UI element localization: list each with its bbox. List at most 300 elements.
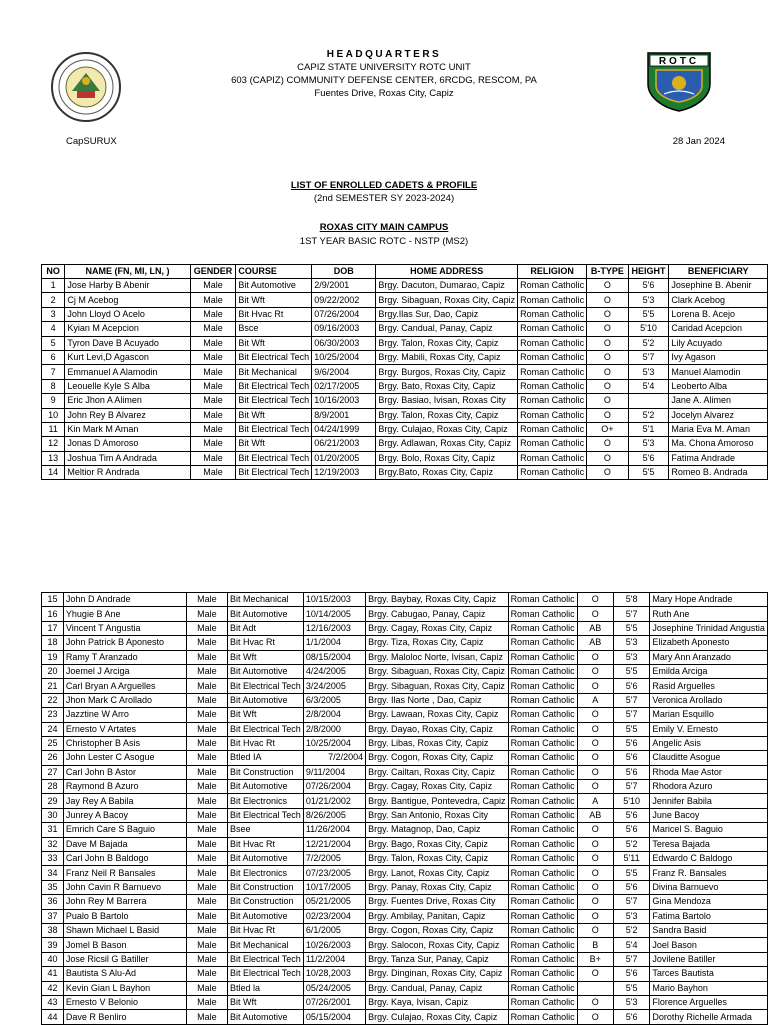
cell-btype: O bbox=[587, 394, 629, 408]
cell-dob: 10/15/2003 bbox=[303, 593, 365, 607]
col-name: NAME (FN, MI, LN, ) bbox=[65, 265, 190, 279]
table-row bbox=[42, 293, 768, 307]
cell-address: Brgy. Culajao, Roxas City, Capiz bbox=[366, 1010, 508, 1024]
cell-gender: Male bbox=[190, 408, 236, 422]
cell-gender: Male bbox=[190, 293, 236, 307]
cell-religion: Roman Catholic bbox=[508, 780, 577, 794]
table-row bbox=[42, 664, 768, 678]
table-row bbox=[42, 322, 768, 336]
cell-no: 25 bbox=[42, 736, 64, 750]
cell-course: Bit Automotive bbox=[236, 279, 312, 293]
cell-name: Kyian M Acepcion bbox=[65, 322, 190, 336]
cell-course: Bit Electrical Tech bbox=[236, 451, 312, 465]
col-gender: GENDER bbox=[190, 265, 236, 279]
cell-address: Brgy. Candual, Panay, Capiz bbox=[376, 322, 518, 336]
cell-dob: 05/21/2005 bbox=[303, 895, 365, 909]
cell-religion: Roman Catholic bbox=[508, 722, 577, 736]
cell-height: 5'3 bbox=[628, 437, 669, 451]
cell-beneficiary: Manuel Alamodin bbox=[669, 365, 768, 379]
cell-height: 5'6 bbox=[613, 808, 650, 822]
cell-beneficiary: Dorothy Richelle Armada bbox=[650, 1010, 768, 1024]
table-row bbox=[42, 708, 768, 722]
cell-btype: O bbox=[587, 322, 629, 336]
cell-religion: Roman Catholic bbox=[508, 693, 577, 707]
cell-dob: 12/21/2004 bbox=[303, 837, 365, 851]
cell-name: Christopher B Asis bbox=[63, 736, 186, 750]
cell-religion: Roman Catholic bbox=[508, 852, 577, 866]
cell-no: 37 bbox=[42, 909, 64, 923]
cell-course: Bit Electrical Tech bbox=[227, 952, 303, 966]
cell-course: Bit Wft bbox=[227, 995, 303, 1009]
cell-beneficiary: Joel Bason bbox=[650, 938, 768, 952]
cell-religion: Roman Catholic bbox=[508, 679, 577, 693]
cell-no: 27 bbox=[42, 765, 64, 779]
table-row bbox=[42, 808, 768, 822]
cell-beneficiary: Lorena B. Acejo bbox=[669, 307, 768, 321]
cell-no: 23 bbox=[42, 708, 64, 722]
cell-no: 10 bbox=[42, 408, 65, 422]
cell-religion: Roman Catholic bbox=[508, 621, 577, 635]
cell-dob: 05/24/2005 bbox=[303, 981, 365, 995]
cell-address: Brgy. Adlawan, Roxas City, Capiz bbox=[376, 437, 518, 451]
cell-address: Brgy. Talon, Roxas City, Capiz bbox=[366, 852, 508, 866]
cell-no: 4 bbox=[42, 322, 65, 336]
cell-height: 5'6 bbox=[613, 1010, 650, 1024]
cell-course: Bit Automotive bbox=[227, 607, 303, 621]
cell-course: Bit Wft bbox=[236, 437, 312, 451]
cell-religion: Roman Catholic bbox=[518, 408, 587, 422]
table-row bbox=[42, 679, 768, 693]
header-unit: CAPIZ STATE UNIVERSITY ROTC UNIT bbox=[297, 62, 471, 73]
cell-religion: Roman Catholic bbox=[518, 307, 587, 321]
cell-course: Bsce bbox=[236, 322, 312, 336]
cell-gender: Male bbox=[186, 621, 227, 635]
cell-course: Bit Wft bbox=[236, 336, 312, 350]
cell-dob: 06/30/2003 bbox=[312, 336, 376, 350]
cell-gender: Male bbox=[186, 736, 227, 750]
cell-height: 5'10 bbox=[628, 322, 669, 336]
cell-btype: O bbox=[577, 650, 613, 664]
cell-beneficiary: Rhoda Mae Astor bbox=[650, 765, 768, 779]
cell-btype: O bbox=[577, 909, 613, 923]
cell-course: Bit Automotive bbox=[227, 1010, 303, 1024]
program-label: 1ST YEAR BASIC ROTC - NSTP (MS2) bbox=[299, 236, 469, 247]
cell-btype: O bbox=[587, 379, 629, 393]
cell-no: 17 bbox=[42, 621, 64, 635]
col-address: HOME ADDRESS bbox=[376, 265, 518, 279]
cell-gender: Male bbox=[186, 981, 227, 995]
cell-beneficiary: Tarces Bautista bbox=[650, 967, 768, 981]
cell-name: Jonas D Amoroso bbox=[65, 437, 190, 451]
cell-dob: 01/21/2002 bbox=[303, 794, 365, 808]
cell-no: 26 bbox=[42, 751, 64, 765]
cell-address: Brgy.Bato, Roxas City, Capiz bbox=[376, 466, 518, 480]
cell-btype: O bbox=[587, 408, 629, 422]
cell-gender: Male bbox=[186, 837, 227, 851]
cell-height: 5'6 bbox=[628, 451, 669, 465]
cell-btype: O bbox=[577, 895, 613, 909]
cell-name: Shawn Michael L Basid bbox=[63, 923, 186, 937]
cell-height: 5'3 bbox=[613, 995, 650, 1009]
header-title: HEADQUARTERS bbox=[326, 49, 442, 60]
cell-beneficiary: Ruth Ane bbox=[650, 607, 768, 621]
cell-dob: 09/22/2002 bbox=[312, 293, 376, 307]
cell-dob: 10/28,2003 bbox=[303, 967, 365, 981]
cell-btype: AB bbox=[577, 808, 613, 822]
cell-dob: 1/1/2004 bbox=[303, 636, 365, 650]
cell-btype: O bbox=[587, 451, 629, 465]
cell-religion: Roman Catholic bbox=[508, 636, 577, 650]
table-row bbox=[42, 880, 768, 894]
cell-dob: 7/2/2005 bbox=[303, 852, 365, 866]
cell-course: Bsee bbox=[227, 823, 303, 837]
cell-no: 19 bbox=[42, 650, 64, 664]
cell-dob: 10/25/2004 bbox=[303, 736, 365, 750]
cell-course: Bit Wft bbox=[236, 293, 312, 307]
cell-no: 43 bbox=[42, 995, 64, 1009]
table-row bbox=[42, 938, 768, 952]
cell-religion: Roman Catholic bbox=[508, 751, 577, 765]
cell-no: 12 bbox=[42, 437, 65, 451]
cell-course: Bit Electrical Tech bbox=[227, 967, 303, 981]
table-row bbox=[42, 794, 768, 808]
cell-religion: Roman Catholic bbox=[508, 794, 577, 808]
cell-course: Bit Electrical Tech bbox=[236, 422, 312, 436]
cell-dob: 10/26/2003 bbox=[303, 938, 365, 952]
cell-gender: Male bbox=[190, 307, 236, 321]
table-row bbox=[42, 837, 768, 851]
cell-height: 5'5 bbox=[628, 466, 669, 480]
cell-height: 5'7 bbox=[613, 708, 650, 722]
cell-no: 33 bbox=[42, 852, 64, 866]
cell-no: 14 bbox=[42, 466, 65, 480]
cell-height: 5'6 bbox=[613, 751, 650, 765]
cell-btype: O bbox=[587, 279, 629, 293]
cell-name: Bautista S Alu-Ad bbox=[63, 967, 186, 981]
table-row bbox=[42, 1010, 768, 1024]
cell-address: Brgy. Dacuton, Dumarao, Capiz bbox=[376, 279, 518, 293]
cell-no: 29 bbox=[42, 794, 64, 808]
cell-name: Jose Ricsil G Batiller bbox=[63, 952, 186, 966]
cell-no: 40 bbox=[42, 952, 64, 966]
cell-address: Brgy. Burgos, Roxas City, Capiz bbox=[376, 365, 518, 379]
cell-name: John Lester C Asogue bbox=[63, 751, 186, 765]
cell-address: Brgy. Mabili, Roxas City, Capiz bbox=[376, 350, 518, 364]
cell-course: Bit Mechanical bbox=[236, 365, 312, 379]
cell-gender: Male bbox=[186, 995, 227, 1009]
cell-gender: Male bbox=[190, 466, 236, 480]
cell-name: Yhugie B Ane bbox=[63, 607, 186, 621]
cell-course: Bit Automotive bbox=[227, 664, 303, 678]
cell-btype: O bbox=[587, 293, 629, 307]
cell-course: Bit Hvac Rt bbox=[227, 636, 303, 650]
cell-beneficiary: Marian Esquillo bbox=[650, 708, 768, 722]
cell-height: 5'5 bbox=[613, 866, 650, 880]
cell-btype: O+ bbox=[587, 422, 629, 436]
cell-btype: O bbox=[577, 967, 613, 981]
header-center: 603 (CAPIZ) COMMUNITY DEFENSE CENTER, 6RCDG, RESCOM, PA bbox=[231, 75, 537, 86]
table-row bbox=[42, 607, 768, 621]
cell-religion: Roman Catholic bbox=[508, 593, 577, 607]
cell-religion: Roman Catholic bbox=[508, 895, 577, 909]
cell-course: Bit Automotive bbox=[227, 780, 303, 794]
cell-name: Ernesto V Artates bbox=[63, 722, 186, 736]
cell-height: 5'3 bbox=[628, 293, 669, 307]
cell-name: John Rey M Barrera bbox=[63, 895, 186, 909]
cell-name: Carl John B Astor bbox=[63, 765, 186, 779]
cell-name: Carl John B Baldogo bbox=[63, 852, 186, 866]
table-row bbox=[42, 923, 768, 937]
cell-gender: Male bbox=[186, 722, 227, 736]
cell-address: Brgy. Culajao, Roxas City, Capiz bbox=[376, 422, 518, 436]
cell-address: Brgy. Salocon, Roxas City, Capiz bbox=[366, 938, 508, 952]
cell-course: Bit Wft bbox=[227, 650, 303, 664]
cell-name: Joemel J Arciga bbox=[63, 664, 186, 678]
cell-address: Brgy. Cailtan, Roxas City, Capiz bbox=[366, 765, 508, 779]
cell-name: Junrey A Bacoy bbox=[63, 808, 186, 822]
table-row bbox=[42, 365, 768, 379]
cell-address: Brgy. Maloloc Norte, Ivisan, Capiz bbox=[366, 650, 508, 664]
cadet-table-page-1 bbox=[41, 264, 768, 480]
cell-dob: 06/21/2003 bbox=[312, 437, 376, 451]
cell-dob: 08/15/2004 bbox=[303, 650, 365, 664]
table-row bbox=[42, 350, 768, 364]
cell-gender: Male bbox=[190, 451, 236, 465]
cell-religion: Roman Catholic bbox=[508, 607, 577, 621]
cell-height: 5'2 bbox=[628, 336, 669, 350]
cell-dob: 07/26/2004 bbox=[303, 780, 365, 794]
cell-height: 5'4 bbox=[613, 938, 650, 952]
table-row bbox=[42, 693, 768, 707]
cell-beneficiary: Lily Acuyado bbox=[669, 336, 768, 350]
col-no: NO bbox=[42, 265, 65, 279]
cell-religion: Roman Catholic bbox=[508, 736, 577, 750]
col-btype: B-TYPE bbox=[587, 265, 629, 279]
cell-btype: O bbox=[577, 995, 613, 1009]
cell-no: 38 bbox=[42, 923, 64, 937]
cell-beneficiary: Caridad Acepcion bbox=[669, 322, 768, 336]
cell-gender: Male bbox=[186, 909, 227, 923]
cell-course: Btled la bbox=[227, 981, 303, 995]
cell-religion: Roman Catholic bbox=[518, 394, 587, 408]
cell-gender: Male bbox=[186, 808, 227, 822]
cell-btype: O bbox=[577, 923, 613, 937]
cell-beneficiary: Teresa Bajada bbox=[650, 837, 768, 851]
cell-btype: O bbox=[577, 880, 613, 894]
cell-no: 22 bbox=[42, 693, 64, 707]
cell-no: 24 bbox=[42, 722, 64, 736]
cell-course: Bit Electrical Tech bbox=[236, 394, 312, 408]
header-address: Fuentes Drive, Roxas City, Capiz bbox=[314, 88, 454, 99]
cell-dob: 9/6/2004 bbox=[312, 365, 376, 379]
cell-dob: 4/24/2005 bbox=[303, 664, 365, 678]
table-row bbox=[42, 995, 768, 1009]
cell-religion: Roman Catholic bbox=[508, 938, 577, 952]
cell-gender: Male bbox=[186, 780, 227, 794]
cell-dob: 07/26/2001 bbox=[303, 995, 365, 1009]
cell-btype: O bbox=[577, 780, 613, 794]
cell-beneficiary: Fatima Andrade bbox=[669, 451, 768, 465]
cell-course: Bit Electrical Tech bbox=[236, 466, 312, 480]
cell-no: 8 bbox=[42, 379, 65, 393]
cell-height: 5'10 bbox=[613, 794, 650, 808]
cell-gender: Male bbox=[190, 422, 236, 436]
cell-address: Brgy. Lawaan, Roxas City, Capiz bbox=[366, 708, 508, 722]
cell-address: Brgy. Bato, Roxas City, Capiz bbox=[376, 379, 518, 393]
cell-gender: Male bbox=[186, 866, 227, 880]
cell-gender: Male bbox=[186, 794, 227, 808]
table-row bbox=[42, 379, 768, 393]
cell-religion: Roman Catholic bbox=[508, 909, 577, 923]
cadet-table-page-2 bbox=[41, 592, 768, 1025]
cell-course: Bit Hvac Rt bbox=[227, 923, 303, 937]
cell-no: 16 bbox=[42, 607, 64, 621]
cell-name: Raymond B Azuro bbox=[63, 780, 186, 794]
cell-beneficiary: Edwardo C Baldogo bbox=[650, 852, 768, 866]
cell-address: Brgy.Ilas Sur, Dao, Capiz bbox=[376, 307, 518, 321]
cell-no: 31 bbox=[42, 823, 64, 837]
cell-religion: Roman Catholic bbox=[518, 437, 587, 451]
cell-address: Brgy. Sibaguan, Roxas City, Capiz bbox=[366, 664, 508, 678]
cell-name: Tyron Dave B Acuyado bbox=[65, 336, 190, 350]
cell-height: 5'7 bbox=[613, 607, 650, 621]
cell-btype: O bbox=[577, 1010, 613, 1024]
cell-religion: Roman Catholic bbox=[508, 952, 577, 966]
cell-course: Bit Electrical Tech bbox=[227, 679, 303, 693]
cell-beneficiary: Mary Ann Aranzado bbox=[650, 650, 768, 664]
cell-no: 41 bbox=[42, 967, 64, 981]
cell-name: Emmanuel A Alamodin bbox=[65, 365, 190, 379]
cell-no: 11 bbox=[42, 422, 65, 436]
cell-btype: O bbox=[587, 437, 629, 451]
cell-name: Kurt Levi,D Agascon bbox=[65, 350, 190, 364]
cell-beneficiary: Maricel S. Baguio bbox=[650, 823, 768, 837]
cell-religion: Roman Catholic bbox=[508, 823, 577, 837]
cell-address: Brgy. Fuentes Drive, Roxas City bbox=[366, 895, 508, 909]
cell-beneficiary: Divina Barnuevo bbox=[650, 880, 768, 894]
cell-religion: Roman Catholic bbox=[508, 1010, 577, 1024]
cell-gender: Male bbox=[190, 279, 236, 293]
cell-gender: Male bbox=[186, 852, 227, 866]
table-row bbox=[42, 336, 768, 350]
cell-name: Carl Bryan A Arguelles bbox=[63, 679, 186, 693]
cell-religion: Roman Catholic bbox=[518, 466, 587, 480]
cell-gender: Male bbox=[190, 379, 236, 393]
cell-height: 5'6 bbox=[613, 765, 650, 779]
cell-dob: 12/16/2003 bbox=[303, 621, 365, 635]
cell-dob: 9/11/2004 bbox=[303, 765, 365, 779]
cell-no: 13 bbox=[42, 451, 65, 465]
cell-name: Eric Jhon A Alimen bbox=[65, 394, 190, 408]
rotc-logo-text: ROTC bbox=[658, 56, 700, 67]
cell-dob: 10/25/2004 bbox=[312, 350, 376, 364]
table-row bbox=[42, 823, 768, 837]
cell-religion: Roman Catholic bbox=[508, 650, 577, 664]
cell-course: Bit Automotive bbox=[227, 852, 303, 866]
cell-religion: Roman Catholic bbox=[518, 365, 587, 379]
cell-no: 21 bbox=[42, 679, 64, 693]
cell-beneficiary: Romeo B. Andrada bbox=[669, 466, 768, 480]
cell-btype: O bbox=[587, 466, 629, 480]
cell-name: Joshua Tim A Andrada bbox=[65, 451, 190, 465]
cell-beneficiary: Rhodora Azuro bbox=[650, 780, 768, 794]
cell-gender: Male bbox=[186, 708, 227, 722]
cell-gender: Male bbox=[190, 350, 236, 364]
cell-address: Brgy. San Antonio, Roxas City bbox=[366, 808, 508, 822]
cell-height: 5'5 bbox=[628, 307, 669, 321]
cell-name: Jhon Mark C Arollado bbox=[63, 693, 186, 707]
cell-dob: 02/17/2005 bbox=[312, 379, 376, 393]
cell-address: Brgy. Bolo, Roxas City, Capiz bbox=[376, 451, 518, 465]
cell-gender: Male bbox=[186, 650, 227, 664]
table-row bbox=[42, 307, 768, 321]
cell-religion: Roman Catholic bbox=[518, 350, 587, 364]
cell-height: 5'3 bbox=[613, 650, 650, 664]
cell-address: Brgy. Talon, Roxas City, Capiz bbox=[376, 336, 518, 350]
cell-beneficiary: Clark Acebog bbox=[669, 293, 768, 307]
cell-religion: Roman Catholic bbox=[508, 837, 577, 851]
cell-gender: Male bbox=[186, 593, 227, 607]
cell-religion: Roman Catholic bbox=[508, 808, 577, 822]
cell-address: Brgy. Tanza Sur, Panay, Capiz bbox=[366, 952, 508, 966]
cell-name: Jomel B Bason bbox=[63, 938, 186, 952]
cell-no: 35 bbox=[42, 880, 64, 894]
cell-height: 5'11 bbox=[613, 852, 650, 866]
cell-dob: 10/16/2003 bbox=[312, 394, 376, 408]
cell-religion: Roman Catholic bbox=[518, 322, 587, 336]
cell-dob: 01/20/2005 bbox=[312, 451, 376, 465]
cell-btype: O bbox=[577, 607, 613, 621]
cell-no: 15 bbox=[42, 593, 64, 607]
table-row bbox=[42, 780, 768, 794]
cell-gender: Male bbox=[186, 923, 227, 937]
cell-name: John Cavin R Barnuevo bbox=[63, 880, 186, 894]
cell-no: 32 bbox=[42, 837, 64, 851]
cell-beneficiary: Emilda Arciga bbox=[650, 664, 768, 678]
table-row bbox=[42, 981, 768, 995]
cell-gender: Male bbox=[186, 664, 227, 678]
cell-dob: 07/26/2004 bbox=[312, 307, 376, 321]
cell-name: Dave M Bajada bbox=[63, 837, 186, 851]
cell-no: 30 bbox=[42, 808, 64, 822]
cell-beneficiary: June Bacoy bbox=[650, 808, 768, 822]
table-row bbox=[42, 279, 768, 293]
cell-name: Meltior R Andrada bbox=[65, 466, 190, 480]
cell-no: 42 bbox=[42, 981, 64, 995]
cell-beneficiary: Maria Eva M. Aman bbox=[669, 422, 768, 436]
cell-dob: 7/2/2004 bbox=[303, 751, 365, 765]
cell-beneficiary: Jovilene Batiller bbox=[650, 952, 768, 966]
table-row bbox=[42, 650, 768, 664]
cell-name: Ernesto V Belonio bbox=[63, 995, 186, 1009]
cell-btype: O bbox=[577, 722, 613, 736]
cell-gender: Male bbox=[186, 1010, 227, 1024]
cell-height: 5'8 bbox=[613, 593, 650, 607]
cell-btype: A bbox=[577, 794, 613, 808]
cell-religion: Roman Catholic bbox=[508, 708, 577, 722]
cell-beneficiary: Leoberto Alba bbox=[669, 379, 768, 393]
cell-dob: 05/15/2004 bbox=[303, 1010, 365, 1024]
campus-title: ROXAS CITY MAIN CAMPUS bbox=[319, 222, 449, 233]
cell-height: 5'6 bbox=[613, 880, 650, 894]
cell-gender: Male bbox=[190, 365, 236, 379]
cell-btype: O bbox=[587, 350, 629, 364]
cell-gender: Male bbox=[186, 636, 227, 650]
cell-dob: 02/23/2004 bbox=[303, 909, 365, 923]
cell-no: 18 bbox=[42, 636, 64, 650]
cell-name: Jay Rey A Babila bbox=[63, 794, 186, 808]
cell-gender: Male bbox=[190, 394, 236, 408]
